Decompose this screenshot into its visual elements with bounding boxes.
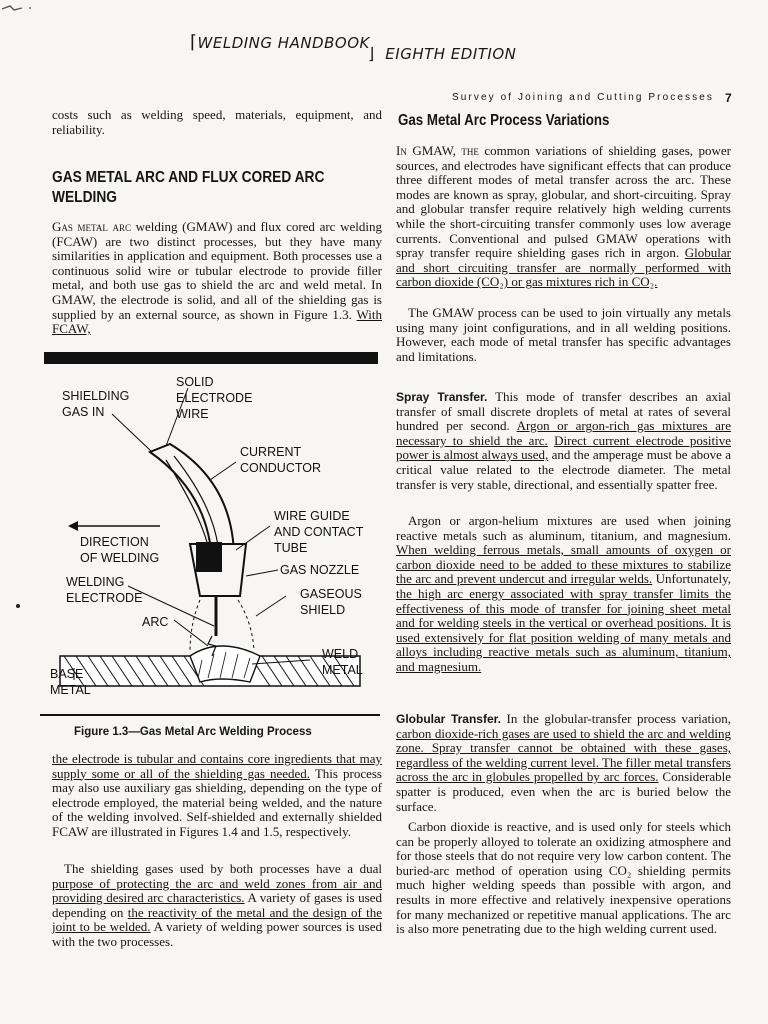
label-weld-metal: WELD METAL <box>322 647 363 677</box>
globular-transfer-heading: Globular Transfer. <box>396 712 501 726</box>
gmaw-intro-paragraph: Gas metal arc welding (GMAW) and flux cored arc welding (FCAW) are two distinct processes, but they have many similarities in application and equipment. Both processes use a continuous solid wire or tubular electrode to provide filler metal, and both use gas to shield the arc and weld metal. In GMAW, the electrode is solid, and all of the shielding gas is supplied by an external source, as shown in Figure 1.3. With FCAW, <box>52 219 382 337</box>
spray-transfer-heading: Spray Transfer. <box>396 390 488 404</box>
label-gaseous-shield: GASEOUS SHIELD <box>300 587 362 617</box>
label-current-conductor: CURRENT CONDUCTOR <box>240 445 322 475</box>
figure-top-rule <box>44 352 378 364</box>
label-solid-electrode-wire: SOLID ELECTRODE WIRE <box>176 375 253 421</box>
label-shielding-gas: SHIELDING GAS IN <box>62 389 130 419</box>
globular-transfer-paragraph: Globular Transfer. In the globular-transfer process variation, carbon dioxide-rich gases are used to shield the arc and welding zone. Spray transfer cannot be obtained with these gases, regardless of the welding current level. The filler metal transfers across the arc in globules propelled by arc forces. Considerable spatter is produced, even when the arc is buried below the surface. <box>396 711 732 814</box>
label-gas-nozzle: GAS NOZZLE <box>280 563 360 577</box>
shielding-gases-paragraph: The shielding gases used by both processes have a dual purpose of protecting the arc and weld zones from air and providing desired arc characteristics. A variety of gases is used depending on the reactivity of the metal and the design of the joint to be welded. A variety of welding power sources is used with the two processes. <box>52 861 383 949</box>
margin-dot <box>16 604 20 608</box>
label-arc: ARC <box>142 615 169 629</box>
intro-paragraph: costs such as welding speed, materials, equipment, and reliability. <box>52 107 382 137</box>
figure-diagram <box>40 364 380 716</box>
label-wire-guide: WIRE GUIDE AND CONTACT TUBE <box>274 509 364 555</box>
label-direction-of-welding: DIRECTION OF WELDING <box>80 535 160 565</box>
fcaw-paragraph: the electrode is tubular and contains core ingredients that may supply some or all of the shielding gas needed. This process may also use auxiliary gas shielding, depending on the type of electrode employed, the material being welded, and the nature of the welding involved. Self-shielded and externally shielded FCAW are illustrated in Figures 1.4 and 1.5, respectively. <box>52 751 382 839</box>
figure-caption: Figure 1.3—Gas Metal Arc Welding Process <box>74 726 312 738</box>
scan-mark <box>0 0 40 10</box>
page-number: 7 <box>725 91 732 105</box>
lead-in: Gas metal arc <box>52 219 131 234</box>
figure-bottom-rule <box>40 714 380 716</box>
label-welding-electrode: WELDING ELECTRODE <box>66 575 143 605</box>
handwritten-edition: ⌋ EIGHTH EDITION <box>368 44 517 63</box>
argon-mixtures-paragraph: Argon or argon-helium mixtures are used when joining reactive metals such as aluminum, titanium, and magnesium. When welding ferrous metals, small amounts of oxygen or carbon dioxide need to be added to these mixtures to stabilize the arc and prevent undercut and irregular welds. Unfortunately, the high arc energy associated with spray transfer limits the effectiveness of this mode of transfer for joining sheet metal and for welding steels in the vertical or overhead positions. It is used extensively for flat position welding of many metals and alloys including reactive metals such as aluminum, titanium, and magnesium. <box>396 513 731 674</box>
running-title: Survey of Joining and Cutting Processes <box>452 92 714 103</box>
label-base-metal: BASE METAL <box>50 667 91 697</box>
gmaw-variations-paragraph: In GMAW, the common variations of shielding gases, power sources, and electrodes have significant effects that can produce three different modes of metal transfer across the arc. These modes are known as spray, globular, and short-circuiting. Spray and globular transfer require relatively high welding currents while the short-circuiting transfer commonly uses low average currents. Conventional and pulsed GMAW operations with spray transfer require shielding gases rich in argon. Globular and short circuiting transfer are normally performed with carbon dioxide (CO₂) or gas mixtures rich in CO₂. <box>396 143 731 290</box>
section-heading-right: Gas Metal Arc Process Variations <box>398 112 610 129</box>
handwritten-title: ⌈WELDING HANDBOOK <box>190 32 370 53</box>
spray-transfer-paragraph: Spray Transfer. This mode of transfer describes an axial transfer of small discrete droplets of metal at rates of several hundred per second. Argon or argon-rich gas mixtures are necessary to shield the arc. Direct current electrode positive power is almost always used, and the amperage must be above a critical value related to the electrode diameter. The metal transfer is very stable, directional, and essentially spatter free. <box>396 389 731 492</box>
joint-configuration-paragraph: The GMAW process can be used to join virtually any metals using many joint configurations, and in all welding positions. However, each mode of metal transfer has specific advantages and limitations. <box>396 305 731 364</box>
carbon-dioxide-paragraph: Carbon dioxide is reactive, and is used only for steels which can be properly alloyed to tolerate an oxidizing atmosphere and for those steels that do not require very low carbon content. The buried-arc method of operation using CO₂ shielding permits much higher welding speeds than possible with argon, and results in more effective and relatively inexpensive operations for many mechanized or repetitive manual applications. The arc is also more penetrating due to the high welding current used. <box>396 819 731 937</box>
section-heading-left: GAS METAL ARC AND FLUX CORED ARC WELDING <box>52 169 325 206</box>
